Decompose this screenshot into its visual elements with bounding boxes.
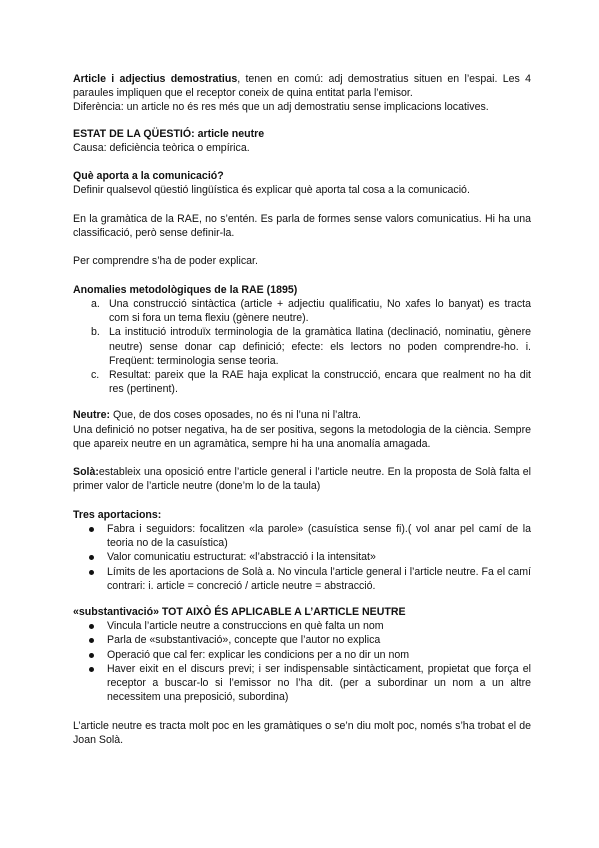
- heading-subst: [73, 605, 531, 619]
- sola-paragraph: [73, 465, 531, 493]
- anomalies-list: [73, 297, 531, 396]
- bullet-icon: [89, 638, 94, 643]
- neutre-term: Neutre:: [73, 409, 111, 422]
- heading-aporta: [73, 169, 531, 183]
- list-item: [107, 565, 531, 593]
- final-paragraph: L’article neutre es tracta molt poc en les gramàtiques o se’n diu molt poc, només s’ha trobat el de Joan Solà.: [73, 719, 531, 746]
- list-item: [91, 368, 531, 396]
- subst-list: [73, 619, 531, 704]
- list-item: [107, 550, 531, 564]
- intro-paragraph: [73, 72, 531, 100]
- difference-line: Diferència: un article no és res més que un adj demostratiu sense implicacions locatives.: [73, 101, 489, 114]
- list-item: [91, 297, 531, 325]
- list-item-text: Vincula l’article neutre a construccions en què falta un nom: [107, 620, 384, 633]
- causa-line: Causa: deficiència teòrica o empírica.: [73, 141, 250, 154]
- heading-tres: [73, 508, 531, 522]
- heading-anomalies: [73, 283, 531, 297]
- sola-term: Solà:: [73, 466, 99, 479]
- neutre-paragraph: Una definició no potser negativa, ha de ser positiva, segons la metodologia de la ciència. Sempre que apareix neutre en un agramàtica, sempre hi ha una anomalía amagada.: [73, 423, 531, 450]
- list-item: [107, 633, 531, 647]
- list-item-text: Operació que cal fer: explicar les condicions per a no dir un nom: [107, 648, 410, 661]
- heading-subst-text: «substantivació» TOT AIXÒ ÉS APLICABLE A L’ARTICLE NEUTRE: [73, 606, 406, 619]
- aporta-text: Definir qualsevol qüestió lingüística és explicar què aporta tal cosa a la comunicació.: [73, 184, 470, 197]
- heading-estat-text: ESTAT DE LA QÜESTIÓ: article neutre: [73, 127, 265, 140]
- list-item-text: Valor comunicatiu estructurat: «l’abstracció i la intensitat»: [107, 551, 376, 564]
- list-item-text: Resultat: pareix que la RAE haja explicat la construcció, encara que realment no ha dit res (pertinent).: [109, 369, 531, 396]
- heading-aporta-text: Què aporta a la comunicació?: [73, 170, 224, 183]
- gramatica-paragraph: En la gramàtica de la RAE, no s’entén. Es parla de formes sense valors comunicatius. Hi ha una classificació, però sense definir-la.: [73, 212, 531, 239]
- bullet-icon: [89, 653, 94, 658]
- bullet-icon: [89, 527, 94, 532]
- intro-bold-term: Article i adjectius demostratius: [73, 73, 238, 85]
- document-page: [73, 72, 531, 747]
- intro-text: , tenen en comú: adj demostratius situen en l’espai. Les 4 paraules impliquen que el receptor coneix de quina entitat parla l’emisor.: [73, 73, 531, 100]
- bullet-icon: [89, 555, 94, 560]
- list-marker: a.: [91, 297, 100, 310]
- list-item-text: La institució introduïx terminologia de la gramàtica llatina (declinació, nominatiu, gènere neutre) sense donar cap definició; efecte: els lectors no poden comprendre-ho. i. Freqüent: terminologia sense teoria.: [109, 326, 531, 367]
- comprendre-line: Per comprendre s’ha de poder explicar.: [73, 255, 258, 268]
- bullet-icon: [89, 570, 94, 575]
- sola-text: estableix una oposició entre l’article general i l’article neutre. En la proposta de Solà falta el primer valor de l’article neutre (done’m lo de la taula): [73, 466, 531, 493]
- heading-tres-text: Tres aportacions:: [73, 508, 162, 521]
- list-item-text: Haver eixit en el discurs previ; i ser indispensable sintàcticament, propietat que força el receptor a buscar-lo si l’emissor no l’ha dit. (per a subordinar un nom a un altre necessitem una preposició, subordina): [107, 662, 531, 704]
- list-item: [107, 662, 531, 705]
- list-item: [107, 648, 531, 662]
- list-item: [107, 619, 531, 633]
- list-item-text: Fabra i seguidors: focalitzen «la parole» (casuística sense fi).( vol anar pel camí de la teoria no de la casuística): [107, 523, 531, 550]
- bullet-icon: [89, 624, 94, 629]
- heading-estat: [73, 127, 531, 141]
- list-item: [107, 522, 531, 550]
- bullet-icon: [89, 667, 94, 672]
- list-marker: b.: [91, 326, 100, 339]
- list-marker: c.: [91, 369, 100, 381]
- list-item-text: Parla de «substantivació», concepte que l’autor no explica: [107, 634, 381, 647]
- list-item-text: Límits de les aportacions de Solà a. No vincula l’article general i l’article neutre. Fa el camí contrari: i. article = concreció / article neutre = abstracció.: [107, 565, 531, 592]
- neutre-definition: [73, 408, 531, 422]
- list-item-text: Una construcció sintàctica (article + adjectiu qualificatiu, No xafes lo banyat) es tracta com si fora un tema flexiu (gènere neutre).: [109, 297, 531, 325]
- neutre-text: Que, de dos coses oposades, no és ni l’una ni l’altra.: [110, 409, 361, 422]
- tres-list: [73, 522, 531, 593]
- heading-anomalies-text: Anomalies metodològiques de la RAE (1895): [73, 283, 298, 296]
- list-item: [91, 325, 531, 368]
